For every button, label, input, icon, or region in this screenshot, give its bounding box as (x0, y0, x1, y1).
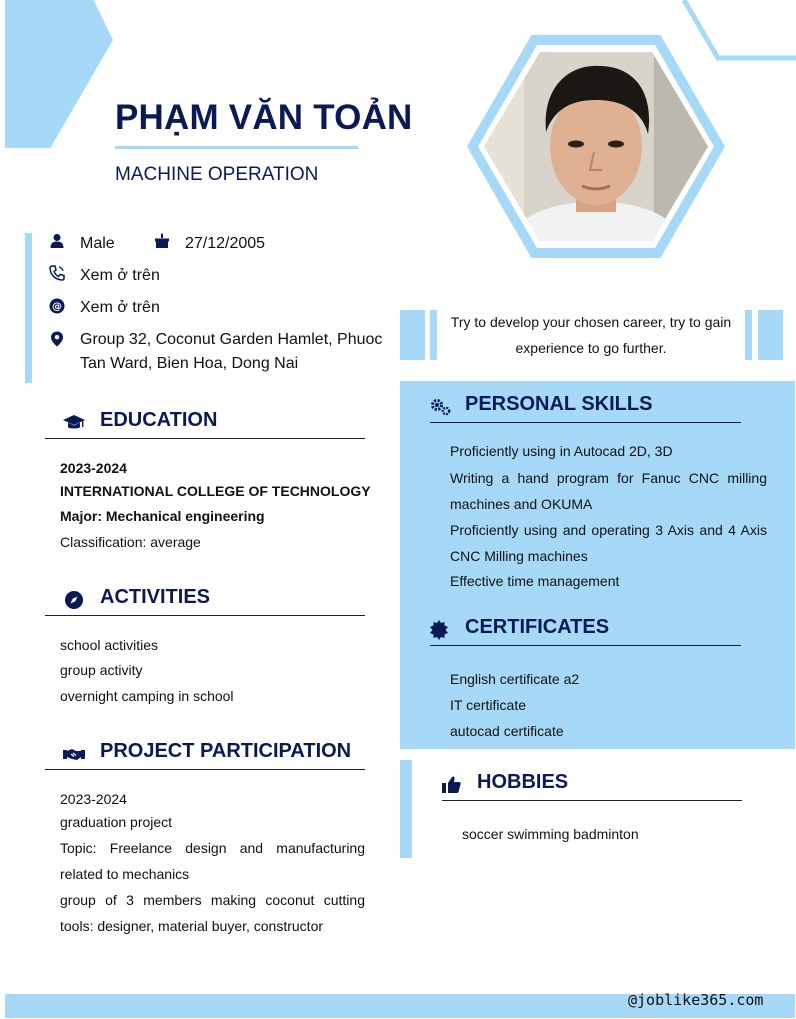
projects-heading (45, 738, 365, 770)
contact-accent-bar (25, 233, 32, 383)
hobbies-text: soccer swimming badminton (462, 826, 639, 842)
quote-bar-right-thin (745, 310, 752, 360)
person-icon (49, 233, 65, 249)
skills-heading-text: PERSONAL SKILLS (465, 393, 653, 415)
skills-heading (430, 391, 741, 423)
certificates-heading-text: CERTIFICATES (465, 616, 610, 638)
location-pin-icon (49, 331, 65, 347)
badge-icon (430, 620, 452, 640)
education-major: Major: Mechanical engineering (60, 508, 265, 524)
education-school: INTERNATIONAL COLLEGE OF TECHNOLOGY (60, 483, 371, 499)
skill-item: Proficiently using in Autocad 2D, 3D (450, 443, 673, 459)
phone-icon (49, 265, 65, 281)
email-text: Xem ở trên (80, 299, 160, 316)
certificate-item: IT certificate (450, 697, 526, 713)
skill-item: Writing a hand program for Fanuc CNC milling machines and OKUMA (450, 470, 767, 512)
project-period: 2023-2024 (60, 791, 127, 807)
education-heading (45, 407, 365, 439)
education-heading-text: EDUCATION (100, 409, 218, 431)
gender-text: Male (80, 235, 115, 252)
birthdate-text: 27/12/2005 (185, 235, 266, 252)
certificate-item: English certificate a2 (450, 671, 580, 687)
handshake-icon (63, 744, 85, 764)
email-icon (49, 298, 65, 314)
quote-bar-right-wide (758, 310, 783, 360)
candidate-name: PHẠM VĂN TOẢN (115, 98, 413, 137)
project-name: graduation project (60, 814, 173, 830)
project-topic: Topic: Freelance design and manufacturing related to mechanics (60, 840, 365, 882)
address-text: Group 32, Coconut Garden Hamlet, Phuoc Tan Ward, Bien Hoa, Dong Nai (80, 331, 383, 372)
certificates-heading (430, 614, 741, 646)
activities-heading-text: ACTIVITIES (100, 586, 211, 608)
activity-item: overnight camping in school (60, 688, 234, 704)
education-classification: Classification: average (60, 534, 201, 550)
hobbies-heading (442, 769, 742, 801)
footer-watermark: @joblike365.com (628, 991, 764, 1009)
skill-item: Effective time management (450, 573, 620, 589)
gears-icon (430, 397, 452, 417)
hobbies-accent-bar (400, 760, 412, 858)
career-objective: Try to develop your chosen career, try to gain experience to go further. (450, 314, 732, 356)
quote-bar-left-thin (430, 310, 437, 360)
education-period: 2023-2024 (60, 460, 127, 476)
certificate-item: autocad certificate (450, 723, 564, 739)
corner-lines-decoration (680, 0, 796, 62)
hobbies-heading-text: HOBBIES (477, 771, 569, 793)
activities-heading (45, 584, 365, 616)
corner-decoration (5, 0, 113, 148)
graduation-cap-icon (63, 413, 85, 433)
compass-icon (63, 590, 85, 610)
thumbs-up-icon (442, 775, 464, 795)
svg-text:@: @ (52, 301, 62, 313)
birthday-cake-icon (154, 233, 170, 249)
job-title: MACHINE OPERATION (115, 164, 319, 185)
phone-text: Xem ở trên (80, 267, 160, 284)
skill-item: Proficiently using and operating 3 Axis and 4 Axis CNC Milling machines (450, 522, 767, 564)
activity-item: school activities (60, 637, 159, 653)
project-team: group of 3 members making coconut cutting tools: designer, material buyer, constructor (60, 892, 365, 934)
projects-heading-text: PROJECT PARTICIPATION (100, 740, 352, 762)
activity-item: group activity (60, 662, 143, 678)
name-underline (115, 146, 358, 149)
quote-bar-left-wide (400, 310, 425, 360)
